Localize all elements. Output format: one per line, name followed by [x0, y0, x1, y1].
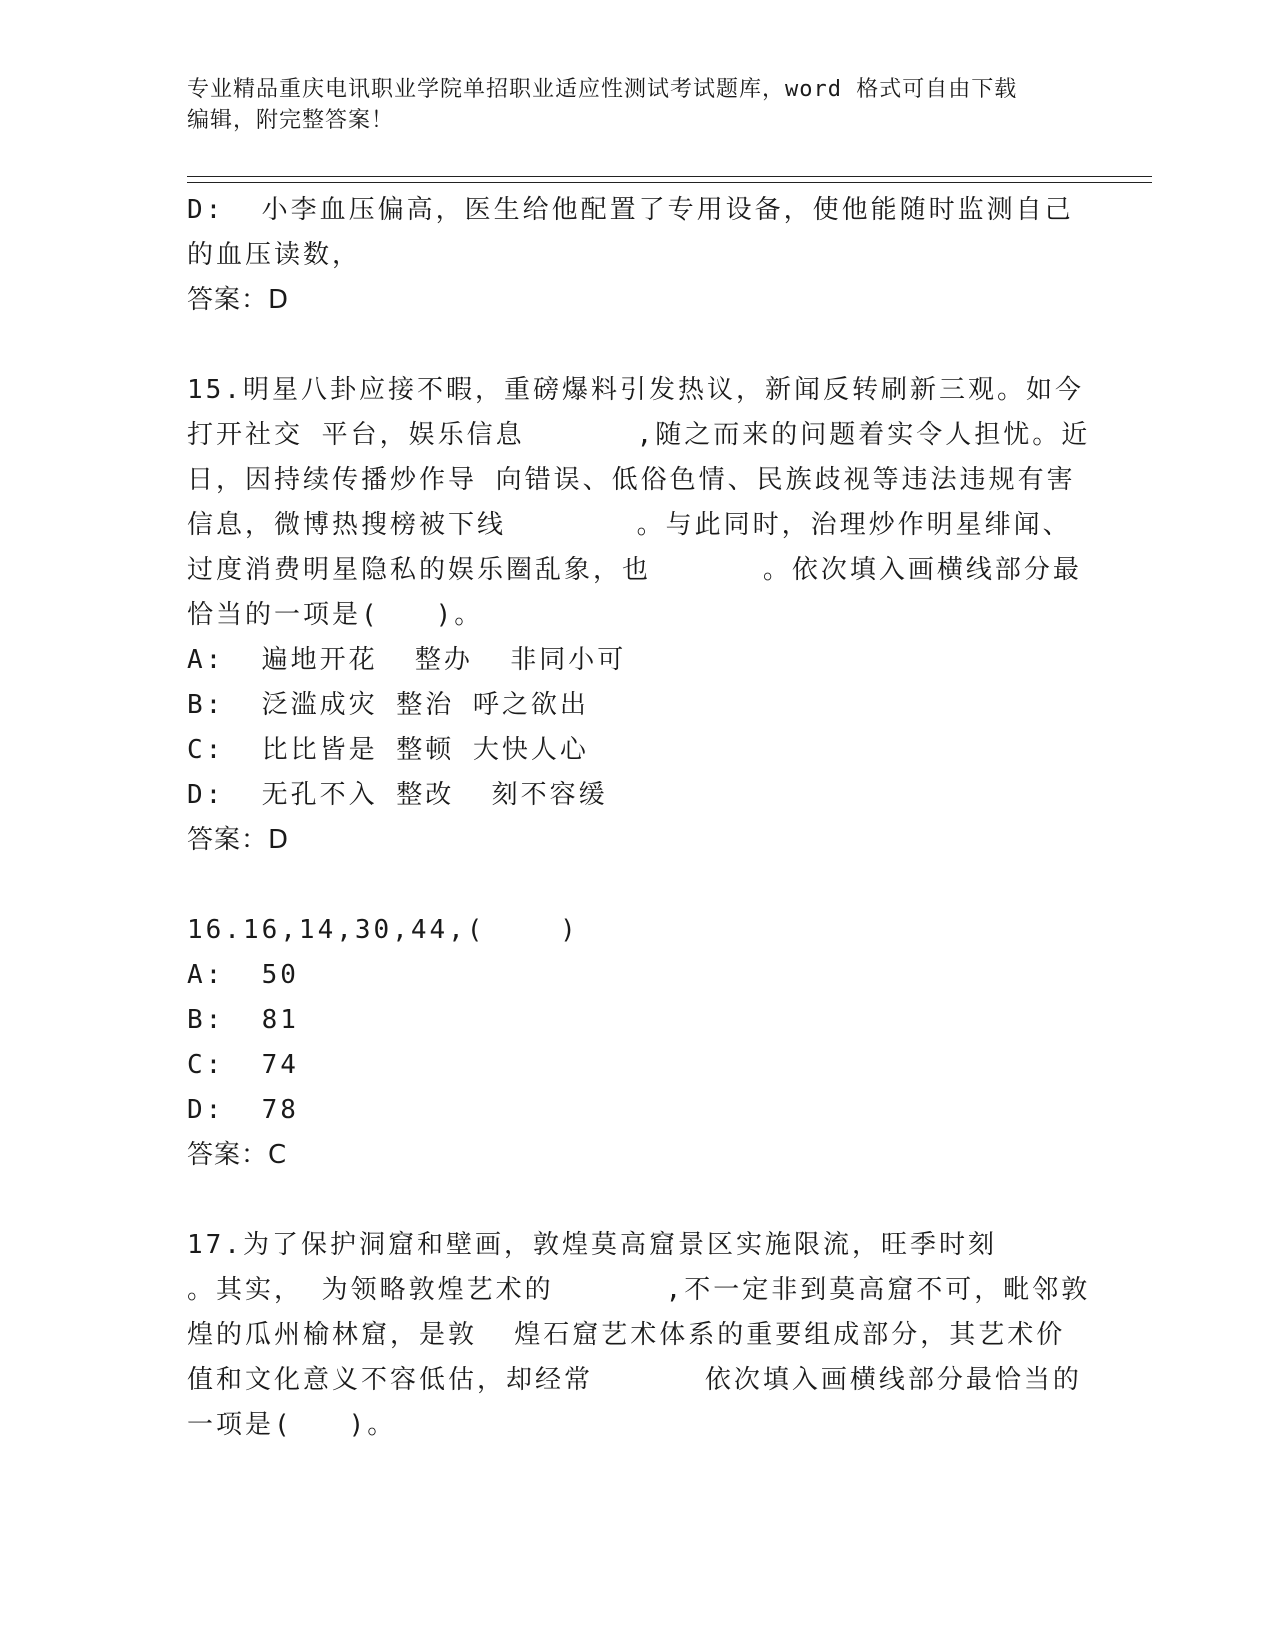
spacer: [187, 1178, 1067, 1223]
question-text: 17.为了保护洞窟和壁画，敦煌莫高窟景区实施限流，旺季时刻: [187, 1230, 997, 1260]
question-text: 煌的瓜州榆林窟，是敦 煌石窟艺术体系的重要组成部分，其艺术价: [187, 1320, 1066, 1350]
option-c: C: 比比皆是 整顿 大快人心: [187, 735, 589, 765]
option-d: D: 78: [187, 1095, 299, 1125]
option-a: A: 50: [187, 960, 299, 990]
question-text: 16.16,14,30,44,( ): [187, 915, 579, 945]
option-b: B: 泛滥成灾 整治 呼之欲出: [187, 690, 589, 720]
option-d: D: 小李血压偏高，医生给他配置了专用设备，使他能随时监测自己: [187, 195, 1074, 225]
question-15: [187, 368, 1091, 863]
header-line: 编辑，附完整答案！: [187, 108, 395, 133]
question-17: [187, 1223, 1091, 1448]
option-c: C: 74: [187, 1050, 299, 1080]
question-text: 日，因持续传播炒作导 向错误、低俗色情、民族歧视等违法违规有害: [187, 465, 1076, 495]
question-text: 值和文化意义不容低估，却经常 依次填入画横线部分最恰当的: [187, 1365, 1082, 1395]
question-text: 恰当的一项是( )。: [187, 600, 484, 630]
header-rule: [187, 176, 1152, 177]
header-rule: [187, 182, 1152, 183]
option-b: B: 81: [187, 1005, 299, 1035]
option-d-continued: 的血压读数，: [187, 240, 362, 270]
answer: 答案：C: [187, 1140, 288, 1170]
spacer: [187, 323, 1067, 368]
question-14-tail: [187, 188, 1074, 323]
question-text: 15.明星八卦应接不暇，重磅爆料引发热议，新闻反转刷新三观。如今: [187, 375, 1084, 405]
answer: 答案：D: [187, 285, 290, 315]
option-a: A: 遍地开花 整办 非同小可: [187, 645, 627, 675]
question-text: 过度消费明星隐私的娱乐圈乱象，也 。依次填入画横线部分最: [187, 555, 1082, 585]
answer: 答案：D: [187, 825, 290, 855]
document-header: [187, 74, 1067, 136]
question-text: 一项是( )。: [187, 1410, 397, 1440]
document-body: [187, 188, 1091, 1448]
option-d: D: 无孔不入 整改 刻不容缓: [187, 780, 608, 810]
question-text: 信息，微博热搜榜被下线 。与此同时，治理炒作明星绯闻、: [187, 510, 1072, 540]
question-16: [187, 908, 1067, 1178]
header-line: 专业精品重庆电讯职业学院单招职业适应性测试考试题库，word 格式可自由下载: [187, 77, 1018, 102]
spacer: [187, 863, 1067, 908]
question-text: 打开社交 平台，娱乐信息 ,随之而来的问题着实令人担忧。近: [187, 420, 1091, 450]
question-text: 。其实， 为领略敦煌艺术的 ,不一定非到莫高窟不可，毗邻敦: [187, 1275, 1091, 1305]
